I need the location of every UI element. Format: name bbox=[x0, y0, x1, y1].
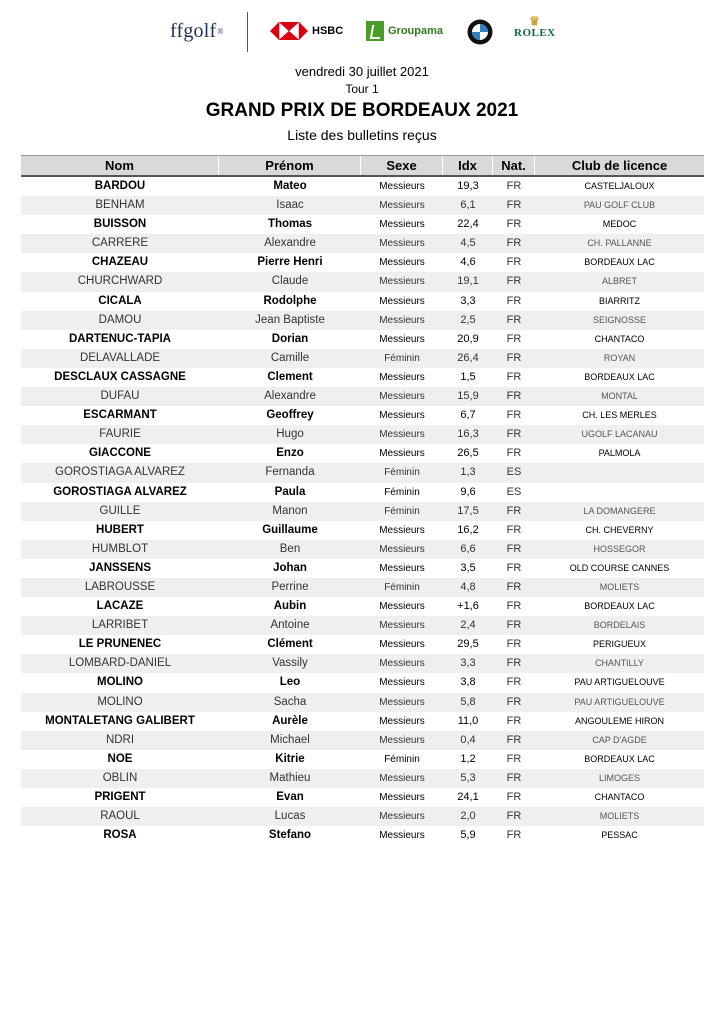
cell-nom: JANSSENS bbox=[89, 561, 151, 574]
cell-club: PAU GOLF CLUB bbox=[583, 200, 656, 211]
cell-nom: LACAZE bbox=[96, 600, 144, 613]
cell-nat: FR bbox=[506, 695, 522, 708]
cell-nom: GOROSTIAGA ALVAREZ bbox=[53, 485, 187, 498]
cell-prenom: Mateo bbox=[273, 180, 307, 192]
cell-nat: FR bbox=[506, 428, 522, 441]
cell-idx: 26,5 bbox=[457, 447, 479, 460]
cell-nom: HUBERT bbox=[96, 523, 144, 536]
cell-prenom: Camille bbox=[270, 351, 310, 364]
cell-club: MOLIETS bbox=[599, 581, 640, 592]
cell-nom: LABROUSSE bbox=[84, 580, 156, 593]
table-row bbox=[21, 750, 704, 769]
cell-idx: 5,3 bbox=[460, 771, 476, 784]
cell-nat: FR bbox=[506, 294, 522, 307]
cell-club: ROYAN bbox=[603, 352, 636, 363]
table-row bbox=[21, 693, 704, 712]
cell-nat: FR bbox=[506, 409, 522, 422]
cell-nom: NOE bbox=[107, 752, 133, 765]
cell-nat: FR bbox=[506, 791, 522, 803]
cell-idx: 4,5 bbox=[460, 237, 476, 250]
table-row bbox=[21, 292, 704, 311]
cell-sexe: Messieurs bbox=[379, 639, 425, 651]
cell-nat: ES bbox=[506, 466, 522, 479]
cell-idx: 9,6 bbox=[460, 485, 476, 498]
cell-club: CHANTACO bbox=[594, 792, 645, 802]
cell-prenom: Alexandre bbox=[264, 390, 316, 403]
cell-nat: FR bbox=[506, 676, 522, 689]
cell-nat: FR bbox=[506, 810, 522, 823]
cell-nom: CARRERE bbox=[91, 237, 149, 250]
bmw-roundel-icon bbox=[467, 19, 493, 45]
cell-prenom: Leo bbox=[279, 676, 301, 689]
column-header-prenom: Prénom bbox=[219, 156, 361, 175]
cell-nat: FR bbox=[506, 714, 522, 727]
cell-nat: FR bbox=[506, 561, 522, 574]
cell-sexe: Messieurs bbox=[379, 219, 425, 231]
cell-nom: GUILLE bbox=[99, 504, 141, 517]
cell-idx: 22,4 bbox=[457, 218, 479, 231]
table-row bbox=[21, 635, 704, 654]
cell-prenom: Mathieu bbox=[269, 771, 311, 784]
table-row bbox=[21, 425, 704, 444]
cell-nat: FR bbox=[506, 733, 522, 746]
cell-prenom: Aubin bbox=[273, 600, 307, 613]
cell-idx: 5,8 bbox=[460, 695, 476, 708]
cell-sexe: Messieurs bbox=[379, 276, 425, 288]
cell-nom: BARDOU bbox=[94, 180, 146, 192]
cell-nom: LOMBARD-DANIEL bbox=[68, 657, 172, 670]
table-row bbox=[21, 578, 704, 597]
cell-club: ALBRET bbox=[601, 276, 637, 287]
cell-prenom: Enzo bbox=[276, 447, 304, 460]
table-row bbox=[21, 349, 704, 368]
banner-divider bbox=[247, 12, 248, 52]
cell-club: MOLIETS bbox=[599, 811, 640, 822]
cell-prenom: Claude bbox=[271, 275, 309, 288]
cell-club: LIMOGES bbox=[598, 772, 640, 783]
groupama-logo bbox=[366, 21, 443, 41]
cell-nom: CHAZEAU bbox=[91, 256, 149, 269]
cell-prenom: Geoffrey bbox=[266, 409, 314, 422]
cell-nat: FR bbox=[506, 504, 522, 517]
cell-sexe: Messieurs bbox=[379, 734, 425, 746]
cell-nom: MOLINO bbox=[97, 676, 143, 689]
cell-nat: FR bbox=[506, 370, 522, 383]
hsbc-hexagon-icon bbox=[270, 22, 308, 40]
hsbc-logo-text: HSBC bbox=[312, 25, 344, 37]
cell-nat: FR bbox=[506, 447, 522, 460]
table-row bbox=[21, 463, 704, 482]
cell-club: LA DOMANGERE bbox=[583, 505, 656, 516]
table-row bbox=[21, 826, 704, 845]
cell-club: CH. LES MERLES bbox=[582, 410, 657, 421]
cell-nom: RAOUL bbox=[100, 810, 140, 823]
event-date: vendredi 30 juillet 2021 bbox=[295, 64, 429, 79]
cell-idx: 1,5 bbox=[460, 370, 476, 383]
cell-idx: 1,3 bbox=[460, 466, 476, 479]
cell-sexe: Féminin bbox=[384, 505, 420, 517]
cell-nom: LARRIBET bbox=[91, 619, 149, 632]
rolex-logo-text: ROLEX bbox=[514, 27, 556, 39]
cell-club: MEDOC bbox=[602, 219, 637, 230]
cell-club: PAU ARTIGUELOUVE bbox=[574, 696, 665, 707]
cell-sexe: Messieurs bbox=[379, 696, 425, 708]
cell-idx: 2,0 bbox=[460, 810, 476, 823]
cell-idx: 6,7 bbox=[460, 409, 476, 422]
cell-sexe: Messieurs bbox=[379, 524, 425, 536]
cell-club: MONTAL bbox=[601, 391, 638, 402]
cell-club: CAP D'AGDE bbox=[592, 734, 647, 745]
cell-idx: 4,8 bbox=[460, 580, 476, 593]
cell-sexe: Féminin bbox=[384, 467, 420, 479]
table-row bbox=[21, 540, 704, 559]
cell-sexe: Messieurs bbox=[379, 658, 425, 670]
cell-nom: MONTALETANG GALIBERT bbox=[45, 714, 195, 727]
cell-idx: 0,4 bbox=[460, 733, 476, 746]
cell-prenom: Antoine bbox=[270, 619, 310, 632]
cell-club: BORDEAUX LAC bbox=[584, 371, 655, 382]
table-row bbox=[21, 731, 704, 750]
cell-nom: DELAVALLADE bbox=[79, 351, 161, 364]
cell-nat: FR bbox=[506, 199, 522, 212]
cell-nat: FR bbox=[506, 390, 522, 403]
crown-icon: ♛ bbox=[529, 14, 541, 28]
cell-nom: ROSA bbox=[103, 829, 137, 842]
cell-idx: 4,6 bbox=[460, 256, 476, 269]
groupama-leaf-icon bbox=[366, 21, 384, 41]
cell-nom: HUMBLOT bbox=[91, 542, 149, 555]
table-row bbox=[21, 215, 704, 234]
bmw-logo bbox=[467, 19, 493, 45]
cell-sexe: Messieurs bbox=[379, 792, 425, 803]
cell-idx: 15,9 bbox=[457, 390, 479, 403]
cell-idx: 6,1 bbox=[460, 199, 476, 212]
table-row bbox=[21, 788, 704, 807]
cell-nat: FR bbox=[506, 829, 522, 842]
cell-idx: +1,6 bbox=[457, 600, 479, 613]
cell-idx: 3,3 bbox=[460, 657, 476, 670]
cell-sexe: Messieurs bbox=[379, 295, 425, 307]
cell-nom: DUFAU bbox=[100, 390, 140, 403]
cell-nom: BENHAM bbox=[95, 199, 145, 212]
table-row bbox=[21, 712, 704, 731]
cell-nom: NDRI bbox=[105, 733, 135, 746]
cell-idx: 29,5 bbox=[457, 638, 479, 651]
cell-prenom: Ben bbox=[279, 542, 301, 555]
registered-mark: ® bbox=[217, 27, 224, 36]
cell-prenom: Dorian bbox=[271, 332, 309, 345]
table-row bbox=[21, 597, 704, 616]
cell-nom: BUISSON bbox=[93, 218, 147, 231]
cell-club: CHANTACO bbox=[594, 333, 645, 344]
table-row bbox=[21, 330, 704, 349]
cell-club: SEIGNOSSE bbox=[592, 314, 646, 325]
cell-idx: 24,1 bbox=[457, 791, 479, 803]
cell-prenom: Aurèle bbox=[272, 714, 308, 727]
cell-sexe: Messieurs bbox=[379, 410, 425, 422]
cell-club: BORDEAUX LAC bbox=[584, 601, 655, 612]
cell-nom: FAURIE bbox=[99, 428, 141, 441]
cell-sexe: Féminin bbox=[384, 486, 420, 498]
cell-nom: ESCARMANT bbox=[83, 409, 157, 422]
cell-sexe: Messieurs bbox=[379, 811, 425, 823]
cell-nat: FR bbox=[506, 542, 522, 555]
cell-idx: 2,4 bbox=[460, 619, 476, 632]
cell-club: PESSAC bbox=[601, 830, 638, 841]
cell-nom: DARTENUC-TAPIA bbox=[68, 332, 171, 345]
table-row bbox=[21, 654, 704, 673]
table-row bbox=[21, 769, 704, 788]
cell-club bbox=[535, 463, 704, 482]
cell-club: CH. PALLANNE bbox=[587, 238, 652, 249]
cell-idx: 16,2 bbox=[457, 523, 479, 536]
cell-prenom: Paula bbox=[274, 485, 306, 498]
cell-club: ANGOULEME HIRON bbox=[574, 715, 664, 726]
column-header-nat: Nat. bbox=[493, 156, 535, 175]
cell-prenom: Sacha bbox=[273, 695, 307, 708]
cell-club: CHANTILLY bbox=[595, 658, 644, 669]
cell-prenom: Clement bbox=[267, 370, 313, 383]
column-header-sexe: Sexe bbox=[361, 156, 443, 175]
table-row bbox=[21, 196, 704, 215]
cell-nat: FR bbox=[506, 332, 522, 345]
cell-nat: FR bbox=[506, 256, 522, 269]
cell-sexe: Messieurs bbox=[379, 562, 425, 574]
cell-prenom: Alexandre bbox=[264, 237, 316, 250]
cell-idx: 11,0 bbox=[457, 714, 479, 727]
cell-sexe: Messieurs bbox=[379, 257, 425, 269]
cell-prenom: Fernanda bbox=[265, 466, 315, 479]
cell-prenom: Hugo bbox=[276, 428, 304, 441]
cell-prenom: Lucas bbox=[274, 810, 306, 823]
cell-nat: FR bbox=[506, 523, 522, 536]
cell-nom: DESCLAUX CASSAGNE bbox=[54, 370, 186, 383]
cell-nat: FR bbox=[506, 237, 522, 250]
table-row bbox=[21, 483, 704, 502]
table-row bbox=[21, 559, 704, 578]
cell-nat: FR bbox=[506, 619, 522, 632]
cell-club: CASTELJALOUX bbox=[584, 181, 655, 191]
cell-idx: 20,9 bbox=[457, 332, 479, 345]
table-header bbox=[21, 155, 704, 177]
column-header-idx: Idx bbox=[443, 156, 493, 175]
cell-prenom: Stefano bbox=[268, 829, 312, 842]
table-row bbox=[21, 502, 704, 521]
table-row bbox=[21, 444, 704, 463]
table-row bbox=[21, 253, 704, 272]
table-row bbox=[21, 406, 704, 425]
cell-prenom: Clément bbox=[267, 638, 313, 651]
table-row bbox=[21, 673, 704, 692]
ffgolf-logo bbox=[170, 20, 224, 43]
table-body bbox=[21, 177, 704, 845]
cell-club: BORDEAUX LAC bbox=[584, 753, 655, 764]
cell-club: PAU ARTIGUELOUVE bbox=[574, 677, 665, 688]
cell-prenom: Vassily bbox=[272, 657, 308, 670]
cell-club bbox=[535, 483, 704, 502]
groupama-logo-text: Groupama bbox=[388, 25, 444, 37]
cell-nat: FR bbox=[506, 638, 522, 651]
cell-sexe: Féminin bbox=[384, 581, 420, 593]
cell-nat: ES bbox=[506, 485, 522, 498]
cell-idx: 2,5 bbox=[460, 313, 476, 326]
table-row bbox=[21, 234, 704, 253]
cell-club: BORDEAUX LAC bbox=[584, 257, 655, 268]
cell-sexe: Messieurs bbox=[379, 238, 425, 250]
round-label: Tour 1 bbox=[345, 82, 379, 96]
cell-sexe: Messieurs bbox=[379, 601, 425, 613]
table-row bbox=[21, 272, 704, 291]
cell-nat: FR bbox=[506, 752, 522, 765]
cell-prenom: Isaac bbox=[276, 199, 304, 212]
cell-nat: FR bbox=[506, 351, 522, 364]
cell-sexe: Messieurs bbox=[379, 333, 425, 345]
cell-idx: 19,3 bbox=[457, 180, 479, 192]
hsbc-logo bbox=[270, 22, 343, 40]
cell-club: BIARRITZ bbox=[598, 295, 640, 306]
column-header-club: Club de licence bbox=[571, 158, 668, 173]
cell-idx: 16,3 bbox=[457, 428, 479, 441]
table-row bbox=[21, 177, 704, 196]
cell-sexe: Messieurs bbox=[379, 200, 425, 212]
cell-sexe: Messieurs bbox=[379, 830, 425, 842]
cell-sexe: Messieurs bbox=[379, 391, 425, 403]
page-title: GRAND PRIX DE BORDEAUX 2021 bbox=[205, 100, 519, 121]
cell-idx: 6,6 bbox=[460, 542, 476, 555]
cell-prenom: Johan bbox=[273, 561, 307, 574]
cell-nat: FR bbox=[506, 580, 522, 593]
cell-nom: GIACCONE bbox=[89, 447, 151, 460]
cell-nat: FR bbox=[506, 600, 522, 613]
cell-club: UGOLF LACANAU bbox=[581, 429, 658, 440]
cell-nat: FR bbox=[506, 218, 522, 231]
cell-prenom: Jean Baptiste bbox=[255, 313, 325, 326]
cell-sexe: Messieurs bbox=[379, 314, 425, 326]
cell-nat: FR bbox=[506, 275, 522, 288]
cell-nat: FR bbox=[506, 771, 522, 784]
cell-sexe: Messieurs bbox=[379, 181, 425, 192]
cell-sexe: Féminin bbox=[384, 753, 420, 765]
page-subtitle: Liste des bulletins reçus bbox=[287, 127, 437, 143]
table-row bbox=[21, 368, 704, 387]
cell-prenom: Perrine bbox=[271, 580, 309, 593]
rolex-logo bbox=[514, 16, 556, 39]
ffgolf-logo-text: ffgolf bbox=[170, 20, 217, 42]
cell-idx: 3,5 bbox=[460, 561, 476, 574]
cell-nat: FR bbox=[506, 313, 522, 326]
cell-nom: CICALA bbox=[98, 294, 142, 307]
cell-prenom: Kitrie bbox=[275, 752, 305, 765]
cell-club: CH. CHEVERNY bbox=[585, 524, 654, 535]
column-header-nom: Nom bbox=[21, 156, 219, 175]
cell-sexe: Messieurs bbox=[379, 371, 425, 383]
cell-idx: 1,2 bbox=[460, 752, 476, 765]
cell-idx: 3,8 bbox=[460, 676, 476, 689]
cell-club: BORDELAIS bbox=[593, 620, 646, 631]
table-row bbox=[21, 311, 704, 330]
entries-table bbox=[21, 155, 704, 845]
cell-nom: OBLIN bbox=[102, 771, 138, 784]
sponsor-banner bbox=[0, 0, 724, 60]
cell-sexe: Messieurs bbox=[379, 429, 425, 441]
cell-prenom: Michael bbox=[270, 733, 310, 746]
cell-nom: MOLINO bbox=[97, 695, 143, 708]
cell-club: PERIGUEUX bbox=[592, 639, 646, 650]
cell-prenom: Evan bbox=[276, 791, 304, 803]
cell-nom: LE PRUNENEC bbox=[78, 638, 162, 651]
table-row bbox=[21, 521, 704, 540]
cell-club: PALMOLA bbox=[598, 448, 641, 459]
cell-idx: 17,5 bbox=[457, 504, 479, 517]
cell-sexe: Messieurs bbox=[379, 543, 425, 555]
cell-nom: CHURCHWARD bbox=[77, 275, 163, 288]
cell-idx: 3,3 bbox=[460, 294, 476, 307]
table-row bbox=[21, 387, 704, 406]
cell-nom: DAMOU bbox=[98, 313, 142, 326]
cell-sexe: Féminin bbox=[384, 352, 420, 364]
cell-prenom: Pierre Henri bbox=[257, 256, 323, 269]
cell-club: OLD COURSE CANNES bbox=[569, 562, 670, 573]
cell-idx: 5,9 bbox=[460, 829, 476, 842]
cell-nat: FR bbox=[506, 657, 522, 670]
cell-idx: 19,1 bbox=[457, 275, 479, 288]
cell-sexe: Messieurs bbox=[379, 448, 425, 460]
cell-club: HOSSEGOR bbox=[593, 543, 646, 554]
table-row bbox=[21, 616, 704, 635]
cell-nom: PRIGENT bbox=[94, 791, 146, 803]
cell-sexe: Messieurs bbox=[379, 772, 425, 784]
cell-prenom: Guillaume bbox=[262, 523, 318, 536]
cell-prenom: Thomas bbox=[267, 218, 313, 231]
cell-idx: 26,4 bbox=[457, 351, 479, 364]
cell-sexe: Messieurs bbox=[379, 677, 425, 689]
cell-nat: FR bbox=[506, 180, 522, 192]
cell-sexe: Messieurs bbox=[379, 620, 425, 632]
cell-nom: GOROSTIAGA ALVAREZ bbox=[55, 466, 185, 479]
cell-sexe: Messieurs bbox=[379, 715, 425, 727]
cell-prenom: Manon bbox=[272, 504, 308, 517]
cell-prenom: Rodolphe bbox=[263, 294, 317, 307]
table-row bbox=[21, 807, 704, 826]
